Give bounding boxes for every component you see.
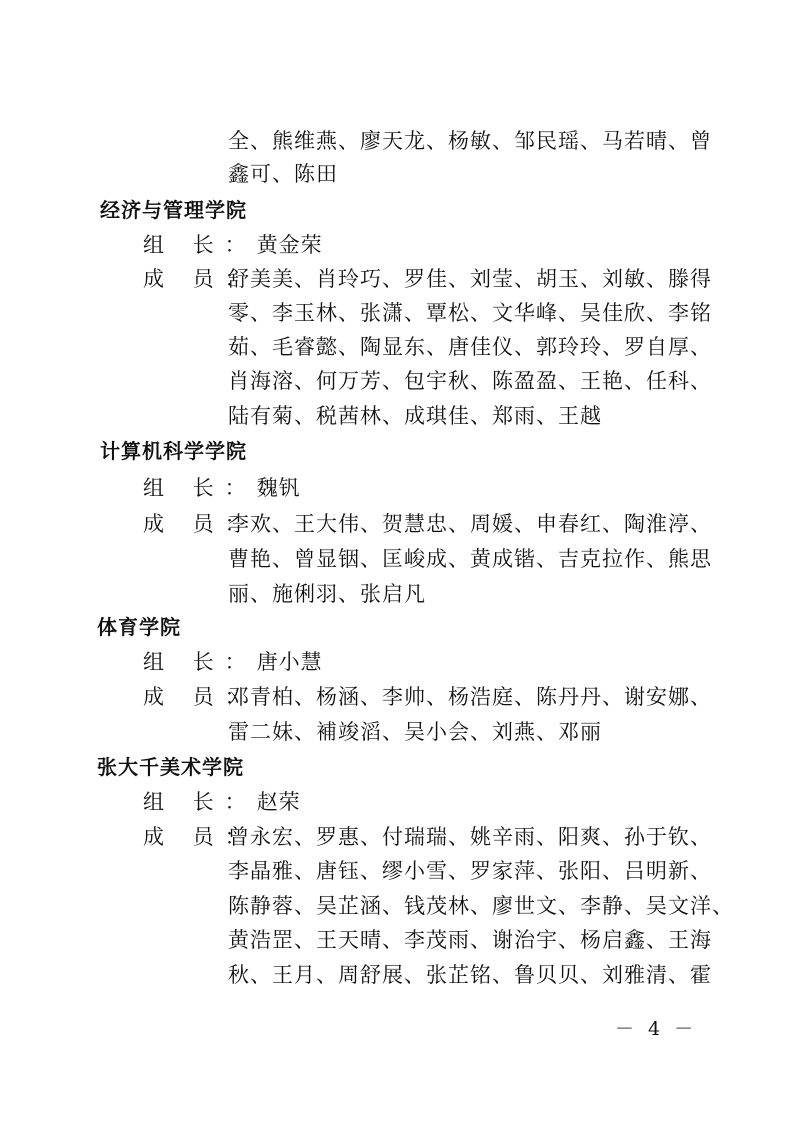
leader-label: 组 长：: [143, 233, 257, 257]
leader-name: 魏钒: [256, 476, 301, 500]
leader-name: 黄金荣: [256, 233, 323, 257]
leader-row: [143, 471, 301, 505]
members-label: 成 员：: [143, 685, 257, 709]
leader-name: 唐小慧: [256, 650, 323, 674]
page-number: － 4 －: [615, 1018, 698, 1040]
members-label: 成 员：: [143, 267, 257, 291]
member-line: 雷二妹、補竣滔、吴小会、刘燕、邓丽: [228, 720, 602, 744]
member-line: 邓青柏、杨涵、李帅、杨浩庭、陈丹丹、谢安娜、: [228, 685, 712, 709]
leader-row: [143, 785, 301, 819]
member-line: 黄浩罡、王天晴、李茂雨、谢治宇、杨启鑫、王海: [228, 928, 712, 952]
continuation-line: 鑫可、陈田: [228, 162, 338, 186]
leader-label: 组 长：: [143, 476, 257, 500]
member-line: 陈静蓉、吴芷涵、钱茂林、廖世文、李静、吴文洋、: [228, 894, 734, 918]
leader-label: 组 长：: [143, 790, 257, 814]
leader-row: [143, 228, 323, 262]
member-line: 秋、王月、周舒展、张芷铭、鲁贝贝、刘雅清、霍: [228, 963, 712, 987]
member-line: 零、李玉林、张潇、覃松、文华峰、吴佳欣、李铭: [228, 301, 712, 325]
members-label: 成 员：: [143, 512, 257, 536]
continuation-line: 全、熊维燕、廖天龙、杨敏、邹民瑶、马若晴、曾: [228, 129, 712, 153]
section-title: 经济与管理学院: [100, 198, 247, 222]
section-title: 体育学院: [97, 615, 181, 639]
member-line: 舒美美、肖玲巧、罗佳、刘莹、胡玉、刘敏、滕得: [228, 267, 712, 291]
member-line: 茹、毛睿懿、陶显东、唐佳仪、郭玲玲、罗自厚、: [228, 335, 712, 359]
section-title: 计算机科学学院: [100, 439, 247, 463]
member-line: 陆有菊、税茜林、成琪佳、郑雨、王越: [228, 404, 602, 428]
member-line: 李晶雅、唐钰、缪小雪、罗家萍、张阳、吕明新、: [228, 859, 712, 883]
member-line: 丽、施俐羽、张启凡: [228, 582, 426, 606]
member-line: 肖海溶、何万芳、包宇秋、陈盈盈、王艳、任科、: [228, 369, 712, 393]
member-line: 李欢、王大伟、贺慧忠、周媛、申春红、陶淮渟、: [228, 512, 712, 536]
member-line: 曾永宏、罗惠、付瑞瑞、姚辛雨、阳爽、孙于钦、: [228, 825, 712, 849]
section-title: 张大千美术学院: [97, 755, 244, 779]
leader-label: 组 长：: [143, 650, 257, 674]
leader-row: [143, 645, 323, 679]
leader-name: 赵荣: [256, 790, 301, 814]
member-line: 曹艳、曾显铟、匡峻成、黄成锴、吉克拉作、熊思: [228, 547, 712, 571]
members-label: 成 员：: [143, 825, 257, 849]
